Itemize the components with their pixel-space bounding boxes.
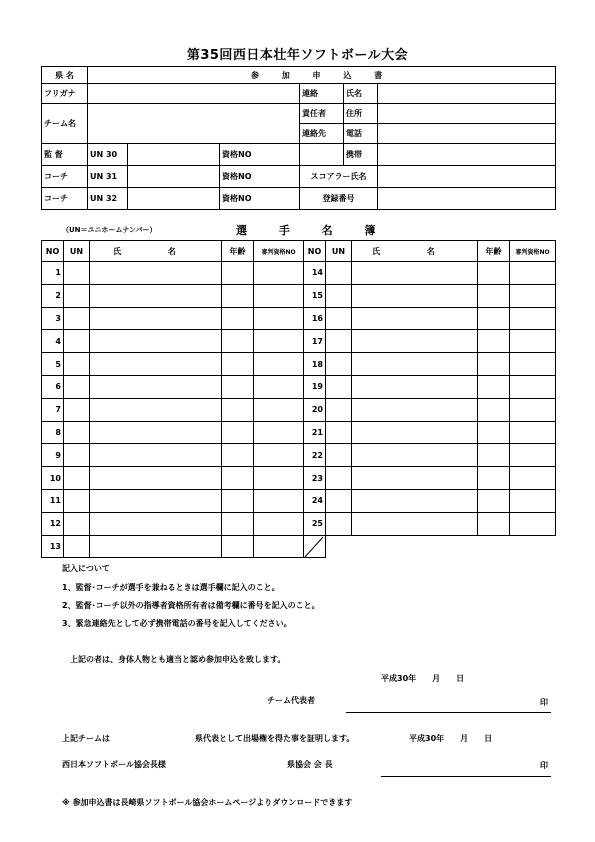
age-field[interactable]: [222, 307, 254, 330]
age-field[interactable]: [478, 262, 510, 285]
row-number: 21: [304, 421, 326, 444]
un-field[interactable]: [326, 512, 352, 535]
staff-un: UN 30: [88, 144, 128, 166]
referee-no-field[interactable]: [510, 375, 556, 398]
roster-row: [42, 489, 556, 512]
referee-no-field[interactable]: [254, 535, 304, 558]
un-field[interactable]: [64, 444, 90, 467]
scorer-label: スコアラー氏名: [300, 166, 378, 188]
player-name-field[interactable]: [352, 398, 478, 421]
row-number: 3: [42, 307, 64, 330]
age-field[interactable]: [222, 512, 254, 535]
qualification-label: 資格NO: [220, 144, 300, 166]
furigana-field[interactable]: [88, 84, 300, 104]
roster-row: [42, 284, 556, 307]
referee-no-field[interactable]: [510, 284, 556, 307]
age-field[interactable]: [478, 467, 510, 490]
player-name-field[interactable]: [90, 467, 222, 490]
referee-no-field[interactable]: [254, 262, 304, 285]
addressee: 西日本ソフトボール協会長様: [62, 760, 166, 769]
roster-title: 選 手 名 簿: [236, 224, 390, 237]
entry-header-table: [41, 66, 556, 210]
roster-row: [42, 421, 556, 444]
col-age: 年齢: [222, 241, 254, 262]
referee-no-field[interactable]: [510, 353, 556, 376]
seal-mark: 印: [540, 698, 548, 707]
age-field[interactable]: [222, 444, 254, 467]
referee-no-field[interactable]: [254, 489, 304, 512]
row-number: 12: [42, 512, 64, 535]
age-field[interactable]: [222, 398, 254, 421]
row-number: 14: [304, 262, 326, 285]
player-name-field[interactable]: [90, 353, 222, 376]
col-no: NO: [42, 241, 64, 262]
un-field[interactable]: [326, 307, 352, 330]
un-field[interactable]: [64, 284, 90, 307]
team-rep-signature-line[interactable]: [346, 712, 551, 713]
row-number: 7: [42, 398, 64, 421]
row-number: 15: [304, 284, 326, 307]
player-name-field[interactable]: [90, 489, 222, 512]
referee-no-field[interactable]: [510, 330, 556, 353]
note-item: 2、監督･コーチ以外の指導者資格所有者は備考欄に番号を記入のこと。: [62, 601, 320, 610]
un-field[interactable]: [326, 353, 352, 376]
un-field[interactable]: [64, 353, 90, 376]
referee-no-field[interactable]: [254, 467, 304, 490]
age-field[interactable]: [478, 284, 510, 307]
team-label: チーム名: [42, 104, 88, 144]
team-name-field[interactable]: [88, 104, 300, 144]
qualification-label: 資格NO: [220, 188, 300, 210]
team-rep-label: チーム代表者: [267, 696, 315, 705]
referee-no-field[interactable]: [254, 398, 304, 421]
row-number: 8: [42, 421, 64, 444]
seal-mark: 印: [540, 761, 548, 770]
player-name-field[interactable]: [90, 375, 222, 398]
referee-no-field[interactable]: [510, 262, 556, 285]
date-line-2: 平成30年 月 日: [409, 734, 493, 743]
row-number: 22: [304, 444, 326, 467]
roster-row: [42, 375, 556, 398]
contact-name-field[interactable]: [378, 84, 556, 104]
player-name-field[interactable]: [352, 262, 478, 285]
player-name-field[interactable]: [352, 444, 478, 467]
referee-no-field[interactable]: [510, 421, 556, 444]
row-number: 9: [42, 444, 64, 467]
footer-note: ※ 参加申込書は長崎県ソフトボール協会ホームページよりダウンロードできます: [62, 798, 353, 807]
un-field[interactable]: [64, 421, 90, 444]
document-title: 第35回西日本壮年ソフトボール大会: [186, 48, 409, 63]
col-un: UN: [64, 241, 90, 262]
player-name-field[interactable]: [90, 421, 222, 444]
age-field[interactable]: [478, 375, 510, 398]
row-number: 20: [304, 398, 326, 421]
player-name-field[interactable]: [352, 353, 478, 376]
un-field[interactable]: [326, 398, 352, 421]
player-name-field[interactable]: [352, 307, 478, 330]
referee-no-field[interactable]: [510, 307, 556, 330]
age-field[interactable]: [478, 489, 510, 512]
player-name-field[interactable]: [90, 307, 222, 330]
referee-no-field[interactable]: [510, 512, 556, 535]
row-number: 10: [42, 467, 64, 490]
col-name: 氏 名: [352, 241, 478, 262]
age-field[interactable]: [478, 353, 510, 376]
age-field[interactable]: [222, 330, 254, 353]
referee-no-field[interactable]: [510, 398, 556, 421]
note-item: 3、緊急連絡先として必ず携帯電話の番号を記入してください。: [62, 619, 292, 628]
note-item: 1、監督･コーチが選手を兼ねるときは選手欄に記入のこと。: [62, 583, 280, 592]
un-field[interactable]: [64, 330, 90, 353]
diagonal-strike: [304, 536, 324, 558]
age-field[interactable]: [222, 262, 254, 285]
col-name: 氏 名: [90, 241, 222, 262]
player-name-field[interactable]: [90, 330, 222, 353]
age-field[interactable]: [478, 421, 510, 444]
un-field[interactable]: [326, 489, 352, 512]
un-field[interactable]: [64, 489, 90, 512]
qualification-field[interactable]: [300, 144, 344, 166]
roster-row: [42, 535, 556, 558]
mobile-label: 携帯: [344, 144, 378, 166]
col-age: 年齢: [478, 241, 510, 262]
un-field[interactable]: [64, 535, 90, 558]
row-number: 18: [304, 353, 326, 376]
contact-label: 連絡: [300, 84, 344, 104]
roster-row: [42, 330, 556, 353]
roster-row: [42, 353, 556, 376]
player-name-field[interactable]: [90, 444, 222, 467]
roster-row: [42, 262, 556, 285]
un-field[interactable]: [326, 284, 352, 307]
row-number-void: [304, 535, 326, 558]
age-field[interactable]: [222, 489, 254, 512]
age-field[interactable]: [478, 307, 510, 330]
col-reg: 審判資格NO: [510, 241, 556, 262]
furigana-label: フリガナ: [42, 84, 88, 104]
declaration-statement: 上記の者は、身体人物とも適当と認め参加申込を致します。: [70, 655, 286, 664]
un-field[interactable]: [326, 375, 352, 398]
age-field[interactable]: [478, 398, 510, 421]
roster-row: [42, 444, 556, 467]
un-field[interactable]: [64, 307, 90, 330]
row-number: 13: [42, 535, 64, 558]
referee-no-field[interactable]: [510, 489, 556, 512]
referee-no-field[interactable]: [510, 467, 556, 490]
row-number: 24: [304, 489, 326, 512]
un-field[interactable]: [326, 444, 352, 467]
player-name-field[interactable]: [352, 284, 478, 307]
row-number: 5: [42, 353, 64, 376]
name-label: 氏名: [344, 84, 378, 104]
address-field[interactable]: [378, 104, 556, 124]
referee-no-field[interactable]: [254, 421, 304, 444]
phone-field[interactable]: [378, 124, 556, 144]
un-field[interactable]: [64, 467, 90, 490]
row-number: 25: [304, 512, 326, 535]
referee-no-field[interactable]: [254, 512, 304, 535]
player-name-field[interactable]: [352, 330, 478, 353]
row-number: 2: [42, 284, 64, 307]
un-field[interactable]: [64, 375, 90, 398]
responsible-label: 責任者: [300, 104, 344, 124]
staff-role: コーチ: [42, 166, 88, 188]
staff-un: UN 31: [88, 166, 128, 188]
assoc-chair-label: 県協会 会 長: [287, 760, 333, 769]
staff-role: 監 督: [42, 144, 88, 166]
un-field[interactable]: [326, 467, 352, 490]
age-field[interactable]: [478, 330, 510, 353]
staff-name-field[interactable]: [128, 166, 220, 188]
age-field[interactable]: [222, 353, 254, 376]
un-field[interactable]: [64, 512, 90, 535]
un-field[interactable]: [64, 398, 90, 421]
player-name-field[interactable]: [90, 284, 222, 307]
address-label: 住所: [344, 104, 378, 124]
referee-no-field[interactable]: [254, 330, 304, 353]
staff-un: UN 32: [88, 188, 128, 210]
age-field[interactable]: [222, 467, 254, 490]
mobile-field[interactable]: [378, 144, 556, 166]
player-name-field[interactable]: [90, 398, 222, 421]
age-field[interactable]: [478, 444, 510, 467]
age-field[interactable]: [478, 512, 510, 535]
row-number: 4: [42, 330, 64, 353]
age-field[interactable]: [222, 535, 254, 558]
referee-no-field[interactable]: [254, 375, 304, 398]
un-field[interactable]: [326, 330, 352, 353]
col-reg: 審判資格NO: [254, 241, 304, 262]
player-name-field[interactable]: [352, 467, 478, 490]
row-number: 1: [42, 262, 64, 285]
referee-no-field[interactable]: [510, 444, 556, 467]
referee-no-field[interactable]: [254, 307, 304, 330]
player-name-field[interactable]: [352, 489, 478, 512]
age-field[interactable]: [222, 375, 254, 398]
referee-no-field[interactable]: [254, 444, 304, 467]
notes-heading: 記入について: [62, 564, 110, 573]
player-name-field[interactable]: [90, 512, 222, 535]
un-field[interactable]: [64, 262, 90, 285]
row-number: 17: [304, 330, 326, 353]
player-name-field[interactable]: [90, 262, 222, 285]
row-number: 23: [304, 467, 326, 490]
row-number: 11: [42, 489, 64, 512]
col-un: UN: [326, 241, 352, 262]
player-name-field[interactable]: [352, 421, 478, 444]
roster-table: [41, 240, 556, 558]
un-note: （UN＝ユニホームナンバー）: [62, 226, 157, 234]
phone-label: 電話: [344, 124, 378, 144]
form-title: 参 加 申 込 書: [88, 67, 556, 84]
un-field[interactable]: [326, 421, 352, 444]
register-no-field[interactable]: [378, 188, 556, 210]
row-number: 19: [304, 375, 326, 398]
col-no: NO: [304, 241, 326, 262]
staff-name-field[interactable]: [128, 144, 220, 166]
roster-row: [42, 512, 556, 535]
staff-role: コーチ: [42, 188, 88, 210]
prefecture-label: 県 名: [42, 67, 88, 84]
player-name-field[interactable]: [352, 375, 478, 398]
roster-row: [42, 398, 556, 421]
age-field[interactable]: [222, 284, 254, 307]
referee-no-field[interactable]: [254, 353, 304, 376]
row-number: 6: [42, 375, 64, 398]
staff-name-field[interactable]: [128, 188, 220, 210]
un-field[interactable]: [326, 262, 352, 285]
roster-row: [42, 307, 556, 330]
scorer-field[interactable]: [378, 166, 556, 188]
roster-empty-cell: [326, 535, 556, 558]
date-line-1: 平成30年 月 日: [381, 674, 465, 683]
roster-row: [42, 467, 556, 490]
certification-prefix: 上記チームは: [62, 734, 110, 743]
qualification-label: 資格NO: [220, 166, 300, 188]
row-number: 16: [304, 307, 326, 330]
referee-no-field[interactable]: [254, 284, 304, 307]
assoc-chair-signature-line[interactable]: [381, 776, 551, 777]
certification-text: 県代表として出場権を得た事を証明します。: [195, 734, 355, 743]
contact-to-label: 連絡先: [300, 124, 344, 144]
player-name-field[interactable]: [90, 535, 222, 558]
age-field[interactable]: [222, 421, 254, 444]
player-name-field[interactable]: [352, 512, 478, 535]
register-no-label: 登録番号: [300, 188, 378, 210]
